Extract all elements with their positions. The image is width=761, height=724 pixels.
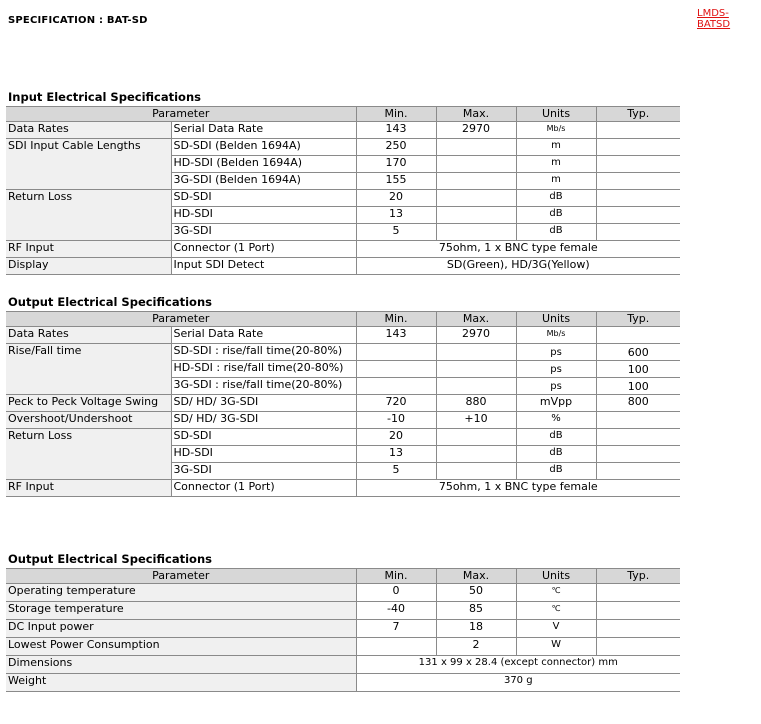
row-min: 170 — [356, 156, 436, 173]
table-header-row — [6, 107, 680, 122]
row-param: 3G-SDI — [171, 224, 356, 241]
row-min: 720 — [356, 395, 436, 412]
row-units: ps — [516, 378, 596, 395]
row-min — [356, 361, 436, 378]
row-param: SD-SDI : rise/fall time(20-80%) — [171, 344, 356, 361]
row-max: +10 — [436, 412, 516, 429]
header-units: Units — [516, 312, 596, 327]
row-min: 5 — [356, 463, 436, 480]
table-row — [6, 395, 680, 412]
row-min — [356, 378, 436, 395]
row-units: V — [516, 620, 596, 638]
header-max: Max. — [436, 107, 516, 122]
row-value: 75ohm, 1 x BNC type female — [356, 480, 680, 497]
row-typ — [596, 463, 680, 480]
header-units: Units — [516, 569, 596, 584]
row-max — [436, 463, 516, 480]
output-section-title: Output Electrical Specifications — [8, 295, 212, 309]
row-max — [436, 224, 516, 241]
row-min: 250 — [356, 139, 436, 156]
row-units: dB — [516, 207, 596, 224]
table-row — [6, 344, 680, 361]
row-units: Mb/s — [516, 327, 596, 344]
row-max — [436, 139, 516, 156]
table-row — [6, 412, 680, 429]
row-min: 143 — [356, 327, 436, 344]
header-typ: Typ. — [596, 569, 680, 584]
row-units: Mb/s — [516, 122, 596, 139]
row-units: ps — [516, 344, 596, 361]
table-row — [6, 584, 680, 602]
table-row — [6, 638, 680, 656]
row-max: 2 — [436, 638, 516, 656]
row-max — [436, 344, 516, 361]
header-min: Min. — [356, 569, 436, 584]
row-param: SD-SDI — [171, 429, 356, 446]
header-min: Min. — [356, 312, 436, 327]
table-header-row — [6, 312, 680, 327]
row-label: RF Input — [6, 241, 171, 258]
row-max — [436, 173, 516, 190]
row-typ — [596, 412, 680, 429]
row-max: 18 — [436, 620, 516, 638]
row-min: 20 — [356, 429, 436, 446]
row-typ — [596, 190, 680, 207]
row-typ — [596, 122, 680, 139]
row-units: % — [516, 412, 596, 429]
row-label: Peck to Peck Voltage Swing — [6, 395, 171, 412]
row-min: 20 — [356, 190, 436, 207]
table-row — [6, 190, 680, 207]
row-param: SD-SDI (Belden 1694A) — [171, 139, 356, 156]
row-max — [436, 207, 516, 224]
row-min — [356, 344, 436, 361]
row-label: Overshoot/Undershoot — [6, 412, 171, 429]
row-typ — [596, 173, 680, 190]
row-max — [436, 446, 516, 463]
row-units: ps — [516, 361, 596, 378]
row-typ: 100 — [596, 378, 680, 395]
header-parameter: Parameter — [6, 107, 356, 122]
row-typ: 600 — [596, 344, 680, 361]
page-title: SPECIFICATION : BAT-SD — [8, 15, 148, 26]
row-units: W — [516, 638, 596, 656]
row-typ — [596, 207, 680, 224]
row-min: 13 — [356, 446, 436, 463]
row-max — [436, 429, 516, 446]
row-value: 131 x 99 x 28.4 (except connector) mm — [356, 656, 680, 674]
row-label: Return Loss — [6, 429, 171, 480]
row-param: Connector (1 Port) — [171, 480, 356, 497]
header-typ: Typ. — [596, 107, 680, 122]
table-row — [6, 241, 680, 258]
row-param: HD-SDI : rise/fall time(20-80%) — [171, 361, 356, 378]
row-label: Return Loss — [6, 190, 171, 241]
row-typ — [596, 429, 680, 446]
row-max — [436, 361, 516, 378]
row-typ — [596, 224, 680, 241]
row-param: Serial Data Rate — [171, 122, 356, 139]
row-param: SD/ HD/ 3G-SDI — [171, 412, 356, 429]
row-max — [436, 378, 516, 395]
row-typ — [596, 602, 680, 620]
row-label: SDI Input Cable Lengths — [6, 139, 171, 190]
row-value: 75ohm, 1 x BNC type female — [356, 241, 680, 258]
row-units: m — [516, 173, 596, 190]
table-row — [6, 429, 680, 446]
row-max — [436, 156, 516, 173]
row-min: -10 — [356, 412, 436, 429]
row-param: SD/ HD/ 3G-SDI — [171, 395, 356, 412]
row-typ: 100 — [596, 361, 680, 378]
header-units: Units — [516, 107, 596, 122]
row-units: m — [516, 139, 596, 156]
row-max: 880 — [436, 395, 516, 412]
row-min: -40 — [356, 602, 436, 620]
row-typ — [596, 638, 680, 656]
header-parameter: Parameter — [6, 569, 356, 584]
row-units: dB — [516, 190, 596, 207]
general-spec-table — [6, 568, 680, 692]
row-param: Input SDI Detect — [171, 258, 356, 275]
general-section-title: Output Electrical Specifications — [8, 552, 212, 566]
header-typ: Typ. — [596, 312, 680, 327]
row-max — [436, 190, 516, 207]
row-typ — [596, 446, 680, 463]
model-link[interactable]: LMDS-BATSD — [697, 8, 731, 30]
row-units: dB — [516, 224, 596, 241]
header-min: Min. — [356, 107, 436, 122]
row-value: SD(Green), HD/3G(Yellow) — [356, 258, 680, 275]
row-label: Rise/Fall time — [6, 344, 171, 395]
row-max: 2970 — [436, 122, 516, 139]
row-units: ℃ — [516, 602, 596, 620]
table-row — [6, 674, 680, 692]
row-label: Lowest Power Consumption — [6, 638, 356, 656]
row-param: Serial Data Rate — [171, 327, 356, 344]
row-typ — [596, 584, 680, 602]
header-max: Max. — [436, 569, 516, 584]
row-min: 13 — [356, 207, 436, 224]
row-min: 0 — [356, 584, 436, 602]
row-typ: 800 — [596, 395, 680, 412]
row-label: Dimensions — [6, 656, 356, 674]
row-param: 3G-SDI (Belden 1694A) — [171, 173, 356, 190]
row-units: m — [516, 156, 596, 173]
input-spec-table — [6, 106, 680, 275]
row-min: 143 — [356, 122, 436, 139]
row-param: 3G-SDI — [171, 463, 356, 480]
row-max: 85 — [436, 602, 516, 620]
row-param: Connector (1 Port) — [171, 241, 356, 258]
row-param: HD-SDI (Belden 1694A) — [171, 156, 356, 173]
table-row — [6, 258, 680, 275]
row-max: 2970 — [436, 327, 516, 344]
row-label: Data Rates — [6, 327, 171, 344]
input-section-title: Input Electrical Specifications — [8, 90, 201, 104]
row-label: Weight — [6, 674, 356, 692]
row-param: 3G-SDI : rise/fall time(20-80%) — [171, 378, 356, 395]
row-units: dB — [516, 463, 596, 480]
header-parameter: Parameter — [6, 312, 356, 327]
row-label: Operating temperature — [6, 584, 356, 602]
row-label: Display — [6, 258, 171, 275]
row-min — [356, 638, 436, 656]
table-header-row — [6, 569, 680, 584]
row-units: mVpp — [516, 395, 596, 412]
row-min: 5 — [356, 224, 436, 241]
row-typ — [596, 327, 680, 344]
row-units: dB — [516, 446, 596, 463]
row-label: Data Rates — [6, 122, 171, 139]
row-label: DC Input power — [6, 620, 356, 638]
table-row — [6, 327, 680, 344]
row-max: 50 — [436, 584, 516, 602]
output-spec-table — [6, 311, 680, 497]
table-row — [6, 139, 680, 156]
row-param: HD-SDI — [171, 446, 356, 463]
table-row — [6, 602, 680, 620]
row-typ — [596, 139, 680, 156]
row-label: RF Input — [6, 480, 171, 497]
row-param: HD-SDI — [171, 207, 356, 224]
header-max: Max. — [436, 312, 516, 327]
row-units: dB — [516, 429, 596, 446]
table-row — [6, 620, 680, 638]
row-units: ℃ — [516, 584, 596, 602]
table-row — [6, 656, 680, 674]
table-row — [6, 480, 680, 497]
row-label: Storage temperature — [6, 602, 356, 620]
row-min: 155 — [356, 173, 436, 190]
row-param: SD-SDI — [171, 190, 356, 207]
row-min: 7 — [356, 620, 436, 638]
table-row — [6, 122, 680, 139]
row-typ — [596, 620, 680, 638]
row-typ — [596, 156, 680, 173]
row-value: 370 g — [356, 674, 680, 692]
